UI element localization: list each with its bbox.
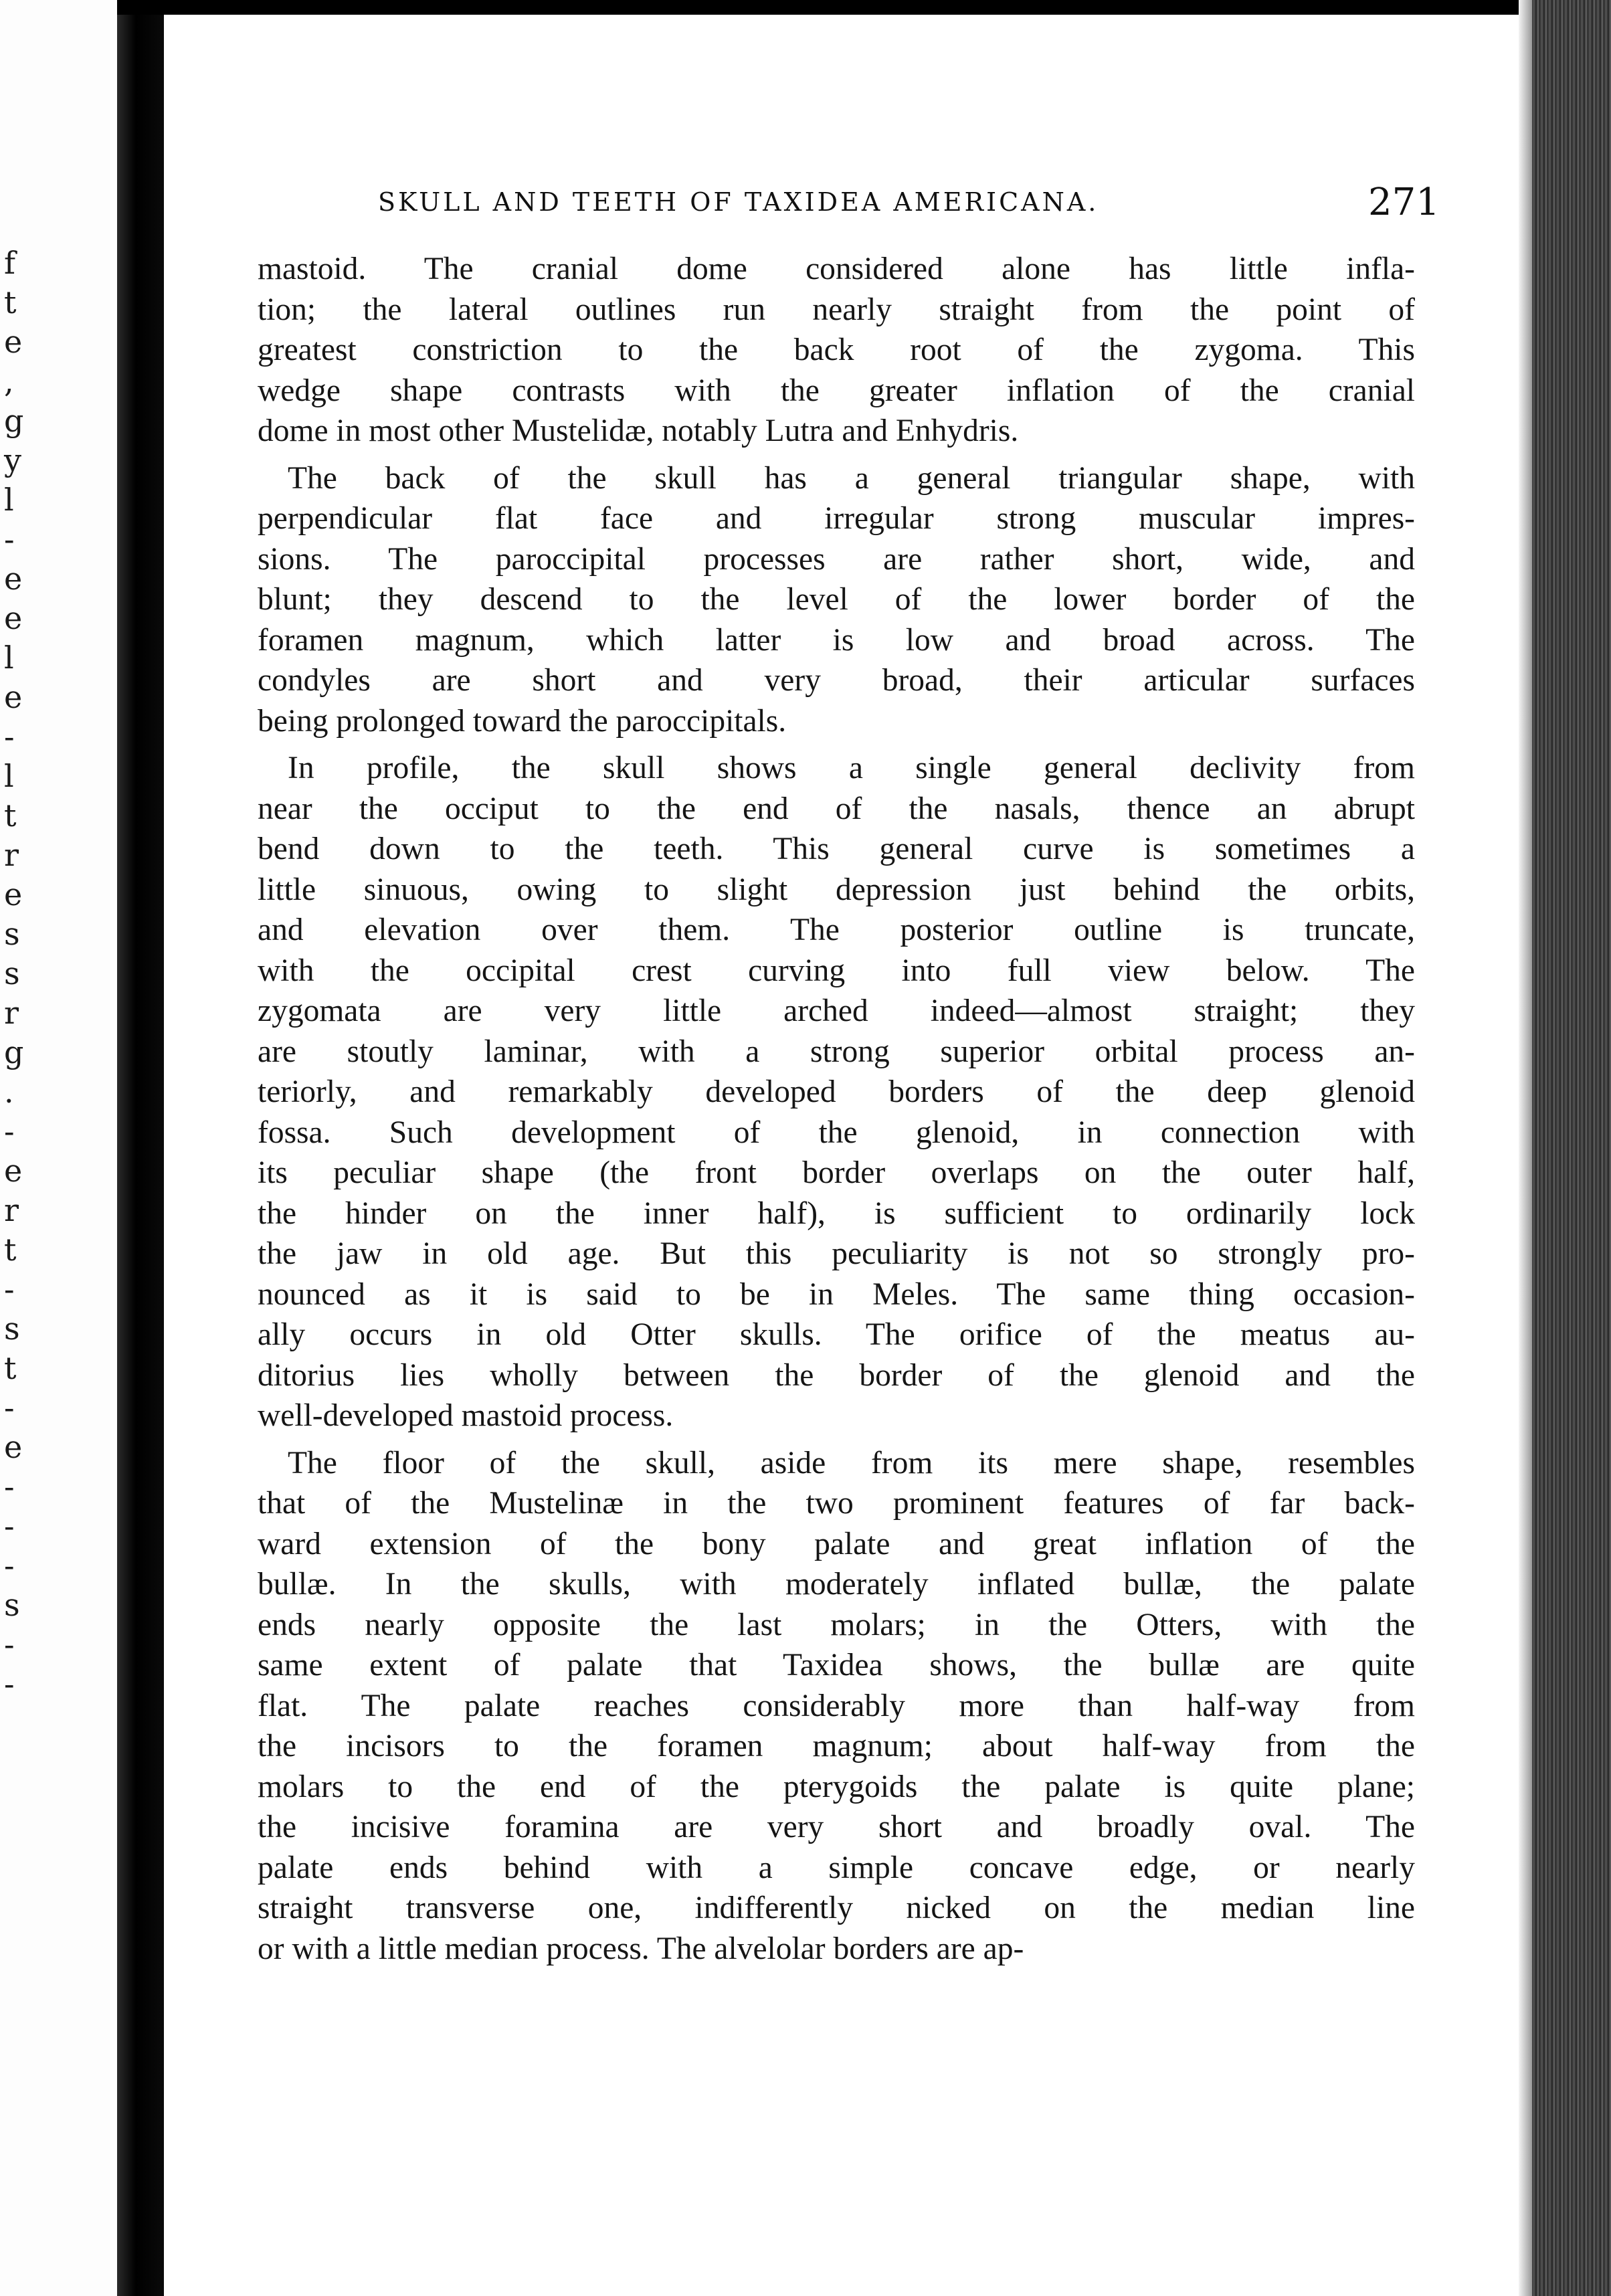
text-line: are stoutly laminar, with a strong superior orbital process an- bbox=[258, 1034, 1415, 1069]
text-line: molars to the end of the pterygoids the palate is quite plane; bbox=[258, 1769, 1415, 1804]
running-title: SKULL AND TEETH OF TAXIDEA AMERICANA. bbox=[378, 187, 1099, 217]
facing-page-letter: l bbox=[4, 482, 14, 518]
text-line: teriorly, and remarkably developed borders of the deep glenoid bbox=[258, 1074, 1415, 1109]
text-line: ends nearly opposite the last molars; in the Otters, with the bbox=[258, 1607, 1415, 1642]
text-line: dome in most other Mustelidæ, notably Lutra and Enhydris. bbox=[258, 413, 1019, 448]
facing-page-letter: r bbox=[4, 995, 19, 1031]
facing-page-letter: l bbox=[4, 758, 14, 794]
text-line: same extent of palate that Taxidea shows, the bullæ are quite bbox=[258, 1648, 1415, 1683]
text-line: In profile, the skull shows a single general declivity from bbox=[288, 751, 1415, 785]
facing-page-letter: - bbox=[4, 1468, 15, 1505]
text-line: near the occiput to the end of the nasals, thence an abrupt bbox=[258, 791, 1415, 826]
facing-page-letter: e bbox=[4, 1153, 23, 1189]
text-line: its peculiar shape (the front border overlaps on the outer half, bbox=[258, 1155, 1415, 1190]
facing-page-letter: e bbox=[4, 679, 23, 715]
text-line: the jaw in old age. But this peculiarity is not so strongly pro- bbox=[258, 1236, 1415, 1271]
facing-page-edge bbox=[0, 0, 117, 2296]
page-edge-shadow bbox=[1519, 0, 1532, 2296]
text-line: little sinuous, owing to slight depression just behind the orbits, bbox=[258, 872, 1415, 907]
facing-page-letter: - bbox=[4, 1508, 15, 1544]
text-line: and elevation over them. The posterior outline is truncate, bbox=[258, 913, 1415, 947]
facing-page-letter: g bbox=[4, 403, 24, 439]
facing-page-letter: - bbox=[4, 719, 15, 755]
facing-page-letter: - bbox=[4, 1271, 15, 1307]
text-line: blunt; they descend to the level of the lower border of the bbox=[258, 582, 1415, 617]
book-gutter bbox=[117, 0, 164, 2296]
facing-page-letter: t bbox=[4, 797, 17, 834]
facing-page-letter: l bbox=[4, 640, 14, 676]
facing-page-letter: s bbox=[4, 916, 20, 952]
text-line: nounced as it is said to be in Meles. The same thing occasion- bbox=[258, 1276, 1415, 1312]
text-line: The back of the skull has a general triangular shape, with bbox=[288, 460, 1415, 496]
text-line: ditorius lies wholly between the border of the glenoid and the bbox=[258, 1357, 1415, 1393]
paragraph bbox=[258, 748, 1415, 1436]
facing-page-letter: t bbox=[4, 1350, 17, 1386]
page-number: 271 bbox=[1368, 181, 1440, 224]
text-line: the hinder on the inner half), is sufficient to ordinarily lock bbox=[258, 1195, 1415, 1231]
text-line: perpendicular flat face and irregular strong muscular impres- bbox=[258, 501, 1415, 536]
text-line: well-developed mastoid process. bbox=[258, 1398, 674, 1433]
facing-page-letter: s bbox=[4, 955, 20, 991]
facing-page-letter: e bbox=[4, 561, 23, 597]
paragraph bbox=[258, 458, 1415, 742]
text-line: zygomata are very little arched indeed—almost straight; they bbox=[258, 993, 1415, 1028]
text-line: greatest constriction to the back root of the zygoma. This bbox=[258, 332, 1415, 367]
text-line: being prolonged toward the paroccipitals. bbox=[258, 703, 787, 739]
text-line: with the occipital crest curving into full view below. The bbox=[258, 953, 1415, 988]
text-line: palate ends behind with a simple concave edge, or nearly bbox=[258, 1850, 1415, 1885]
text-line: foramen magnum, which latter is low and broad across. The bbox=[258, 622, 1415, 658]
facing-page-letter: - bbox=[4, 1113, 15, 1149]
facing-page-letter: - bbox=[4, 1626, 15, 1662]
text-line: that of the Mustelinæ in the two prominent features of far back- bbox=[258, 1486, 1415, 1521]
paragraph bbox=[258, 1443, 1415, 1970]
text-line: bullæ. In the skulls, with moderately inflated bullæ, the palate bbox=[258, 1567, 1415, 1602]
page-stack-edge bbox=[1532, 0, 1611, 2296]
facing-page-letter: e bbox=[4, 1429, 23, 1465]
text-line: bend down to the teeth. This general curve is sometimes a bbox=[258, 832, 1415, 866]
facing-page-letter: , bbox=[4, 363, 14, 399]
text-line: straight transverse one, indifferently nicked on the median line bbox=[258, 1891, 1415, 1925]
text-line: ward extension of the bony palate and great inflation of the bbox=[258, 1526, 1415, 1561]
text-line: ally occurs in old Otter skulls. The orifice of the meatus au- bbox=[258, 1317, 1415, 1352]
text-line: sions. The paroccipital processes are rather short, wide, and bbox=[258, 541, 1415, 577]
facing-page-letter: t bbox=[4, 1232, 17, 1268]
paragraph bbox=[258, 249, 1415, 452]
text-line: tion; the lateral outlines run nearly straight from the point of bbox=[258, 292, 1415, 327]
facing-page-letter: g bbox=[4, 1034, 24, 1070]
facing-page-letter: . bbox=[4, 1074, 14, 1110]
facing-page-letter: - bbox=[4, 521, 15, 557]
text-line: mastoid. The cranial dome considered alone has little infla- bbox=[258, 252, 1415, 286]
facing-page-letter: e bbox=[4, 876, 23, 913]
facing-page-letter: - bbox=[4, 1547, 15, 1584]
scan-top-border bbox=[117, 0, 1611, 15]
facing-page-letter: s bbox=[4, 1587, 20, 1623]
text-line: wedge shape contrasts with the greater inflation of the cranial bbox=[258, 373, 1415, 408]
text-line: condyles are short and very broad, their articular surfaces bbox=[258, 663, 1415, 698]
facing-page-letter: r bbox=[4, 1192, 19, 1228]
body-text bbox=[258, 249, 1415, 1969]
text-line: The floor of the skull, aside from its mere shape, resembles bbox=[288, 1445, 1415, 1480]
text-line: flat. The palate reaches considerably more than half-way from bbox=[258, 1688, 1415, 1723]
facing-page-letter: y bbox=[4, 442, 21, 478]
facing-page-letter: - bbox=[4, 1666, 15, 1702]
text-line: or with a little median process. The alvelolar borders are ap- bbox=[258, 1931, 1024, 1966]
facing-page-letter: e bbox=[4, 600, 23, 636]
page bbox=[164, 15, 1519, 2296]
facing-page-letter: r bbox=[4, 837, 19, 873]
facing-page-letter: - bbox=[4, 1390, 15, 1426]
text-line: fossa. Such development of the glenoid, in connection with bbox=[258, 1115, 1415, 1150]
text-line: the incisive foramina are very short and broadly oval. The bbox=[258, 1810, 1415, 1844]
facing-page-letter: e bbox=[4, 324, 23, 360]
facing-page-letter: f bbox=[4, 245, 16, 281]
facing-page-letter: t bbox=[4, 284, 17, 320]
text-line: the incisors to the foramen magnum; about half-way from the bbox=[258, 1729, 1415, 1763]
facing-page-letter: s bbox=[4, 1311, 20, 1347]
